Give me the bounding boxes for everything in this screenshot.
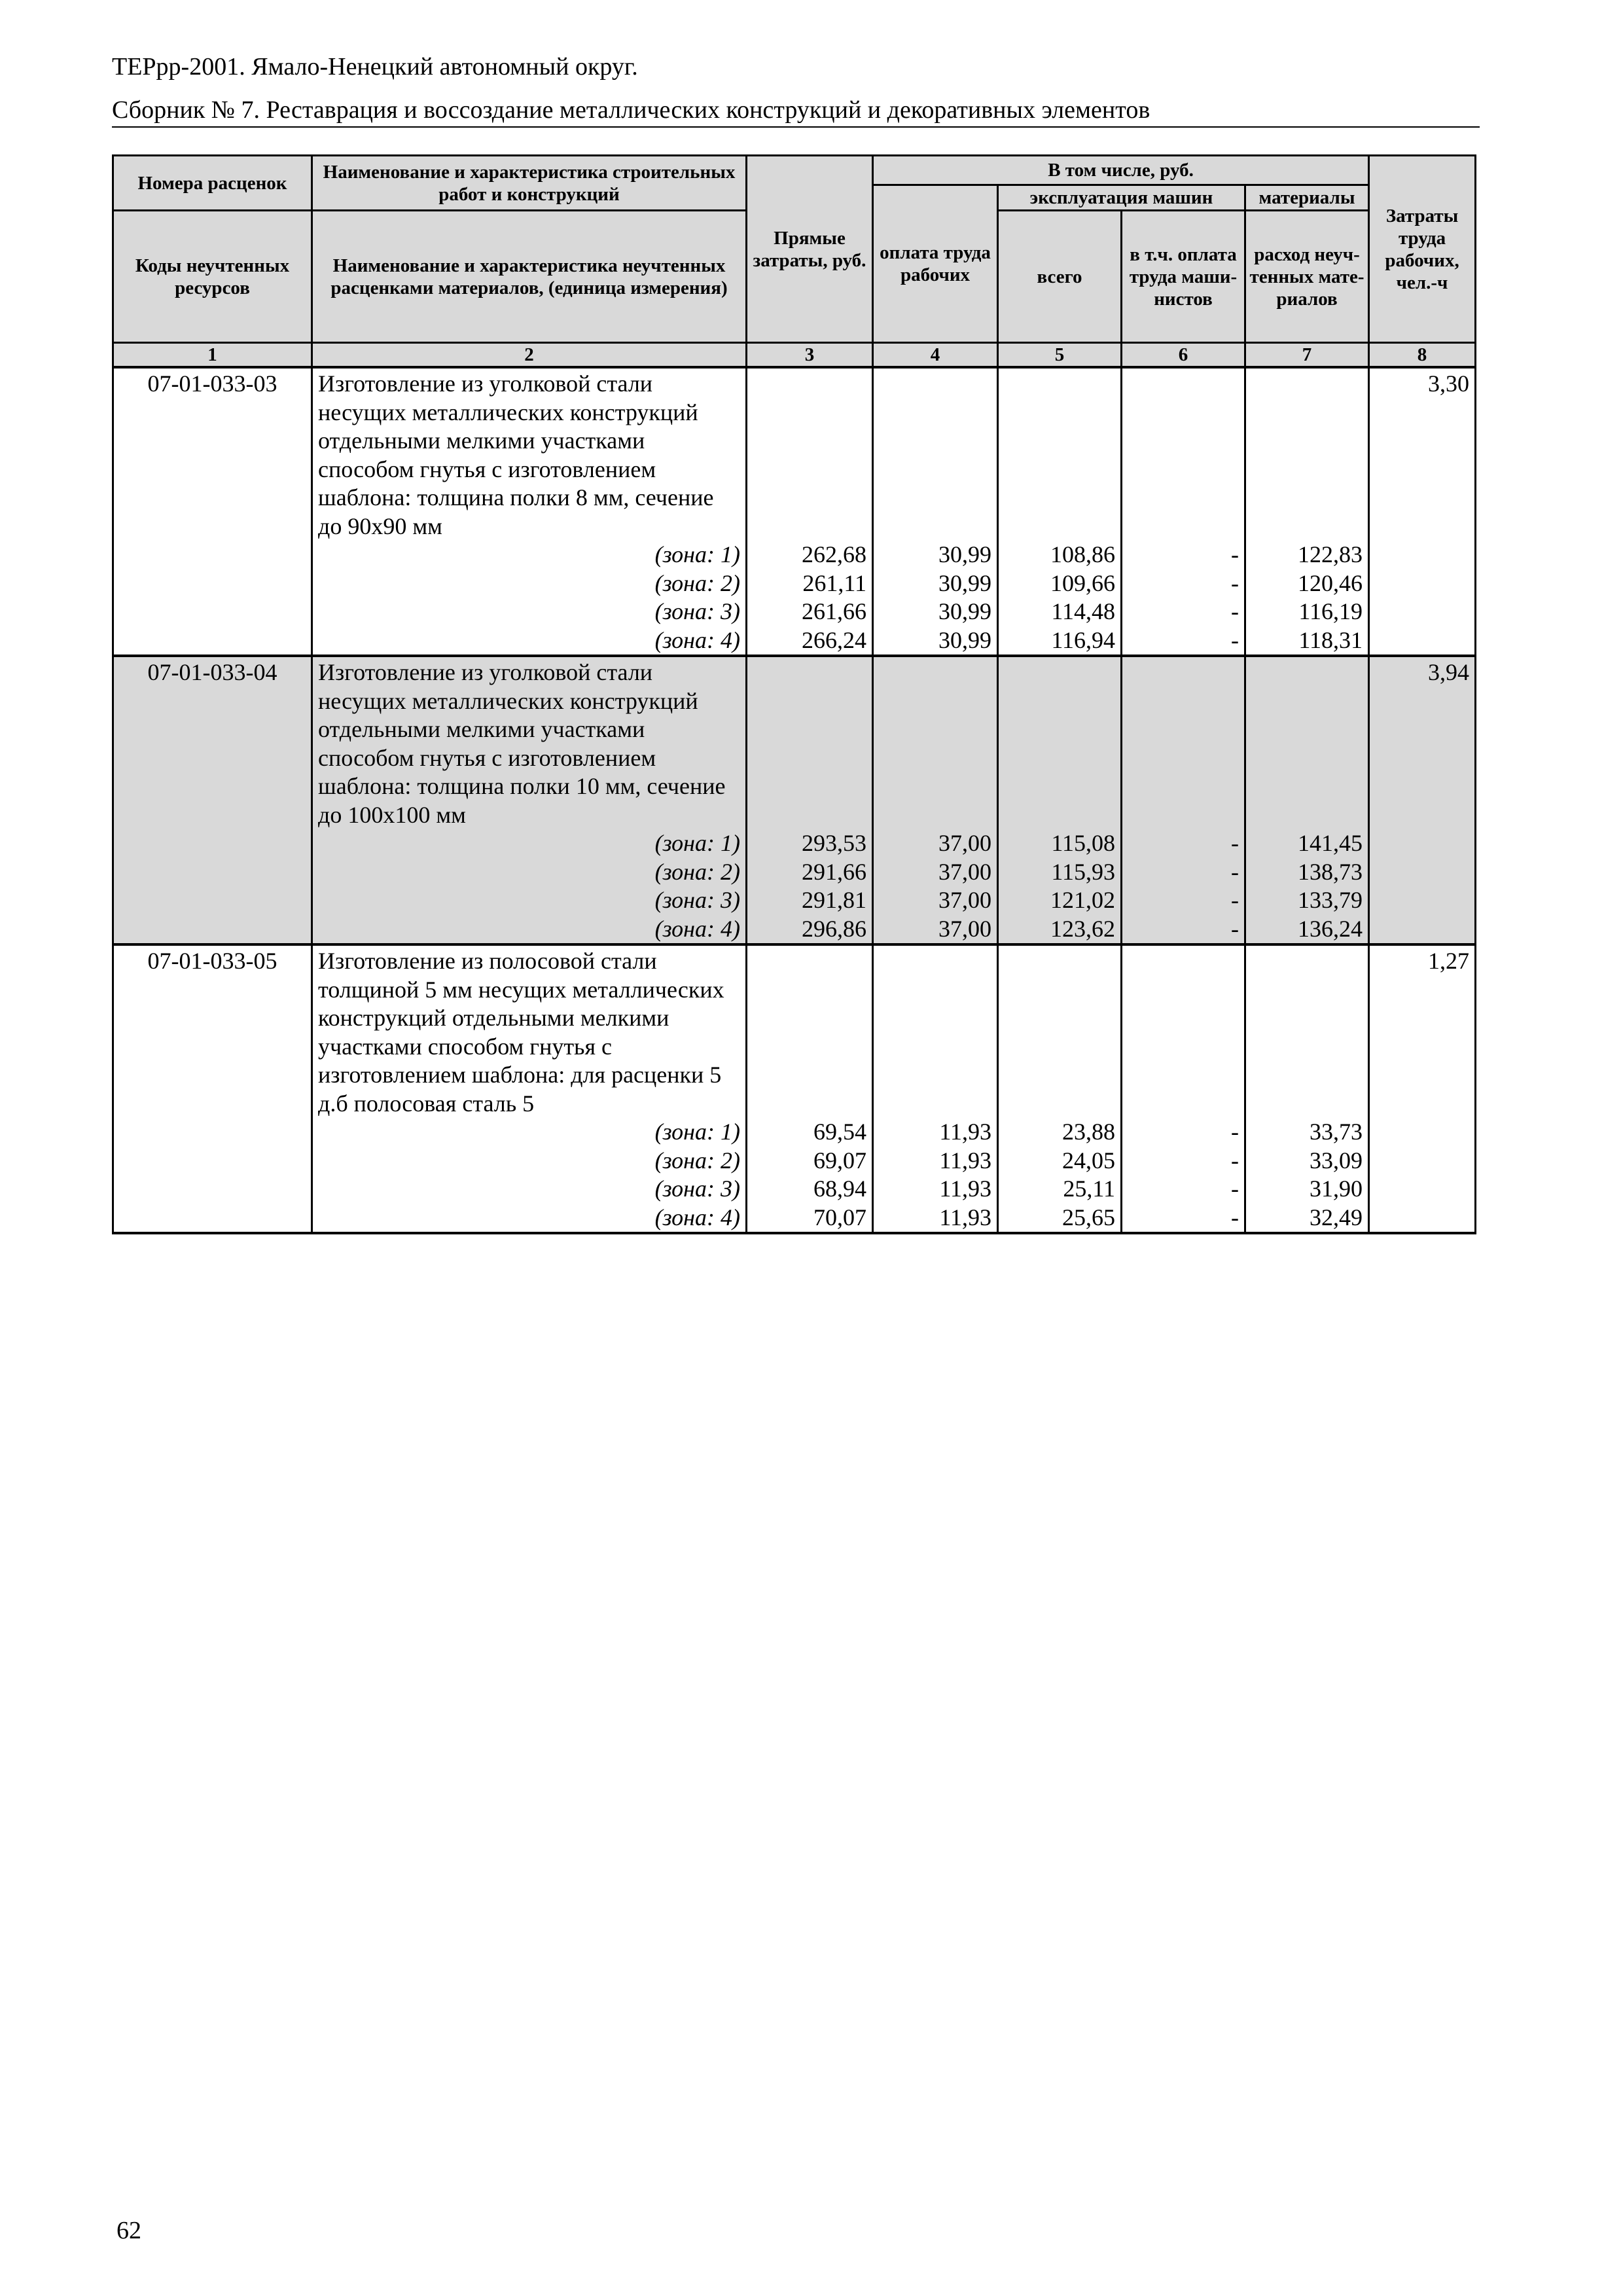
direct-costs: 69,54 <box>747 1118 873 1147</box>
wages: 11,93 <box>873 1147 998 1175</box>
materials-costs: 120,46 <box>1245 569 1369 598</box>
rate-description: Изготовление из уголковой стали несущих металлических конструкций отдельными мелкими участками способом гнутья с изготовлением шаблона: толщина полки 8 мм, сечение до 90х90 мм <box>312 367 747 541</box>
rate-code: 07-01-033-04 <box>113 656 312 829</box>
empty-cell <box>113 1204 312 1234</box>
machine-costs: 123,62 <box>998 915 1122 945</box>
machine-costs: 109,66 <box>998 569 1122 598</box>
empty-cell <box>1245 944 1369 1118</box>
rate-code: 07-01-033-03 <box>113 367 312 541</box>
header-labor: Затраты труда рабочих, чел.-ч <box>1369 156 1476 343</box>
wages: 37,00 <box>873 915 998 945</box>
machine-costs: 116,94 <box>998 626 1122 656</box>
direct-costs: 68,94 <box>747 1175 873 1204</box>
header-material-name: Наименование и характеристика неучтенных расценками материалов, (единица измерения) <box>312 211 747 343</box>
machine-costs: 25,65 <box>998 1204 1122 1234</box>
wages: 11,93 <box>873 1118 998 1147</box>
zone-row <box>113 1118 1476 1147</box>
header-unaccounted-materials: расход неуч-тенных мате-риалов <box>1245 211 1369 343</box>
zone-row <box>113 569 1476 598</box>
empty-cell <box>1245 367 1369 541</box>
machinist-wages: - <box>1122 626 1245 656</box>
header-rate-numbers: Номера расценок <box>113 156 312 211</box>
rate-code: 07-01-033-05 <box>113 944 312 1118</box>
empty-cell <box>747 367 873 541</box>
materials-costs: 33,09 <box>1245 1147 1369 1175</box>
zone-row <box>113 1147 1476 1175</box>
zone-row <box>113 886 1476 915</box>
materials-costs: 32,49 <box>1245 1204 1369 1234</box>
col-number: 8 <box>1369 343 1476 368</box>
zone-row <box>113 915 1476 945</box>
zone-label: (зона: 3) <box>312 886 747 915</box>
wages: 30,99 <box>873 598 998 626</box>
zone-label: (зона: 4) <box>312 1204 747 1234</box>
wages: 30,99 <box>873 541 998 569</box>
empty-cell <box>1369 1175 1476 1204</box>
materials-costs: 133,79 <box>1245 886 1369 915</box>
machinist-wages: - <box>1122 1175 1245 1204</box>
direct-costs: 291,81 <box>747 886 873 915</box>
machinist-wages: - <box>1122 915 1245 945</box>
machine-costs: 121,02 <box>998 886 1122 915</box>
direct-costs: 262,68 <box>747 541 873 569</box>
zone-row <box>113 598 1476 626</box>
machine-costs: 23,88 <box>998 1118 1122 1147</box>
direct-costs: 293,53 <box>747 829 873 858</box>
empty-cell <box>1122 656 1245 829</box>
zone-row <box>113 1204 1476 1234</box>
machinist-wages: - <box>1122 858 1245 887</box>
zone-label: (зона: 2) <box>312 1147 747 1175</box>
document-title: ТЕРрр-2001. Ямало-Ненецкий автономный округ. <box>112 53 638 81</box>
materials-costs: 122,83 <box>1245 541 1369 569</box>
zone-row <box>113 829 1476 858</box>
empty-cell <box>998 944 1122 1118</box>
wages: 37,00 <box>873 858 998 887</box>
empty-cell <box>113 915 312 945</box>
header-resource-codes: Коды неучтенных ресурсов <box>113 211 312 343</box>
header-total: всего <box>998 211 1122 343</box>
direct-costs: 296,86 <box>747 915 873 945</box>
materials-costs: 31,90 <box>1245 1175 1369 1204</box>
empty-cell <box>113 598 312 626</box>
machine-costs: 115,93 <box>998 858 1122 887</box>
empty-cell <box>1245 656 1369 829</box>
wages: 30,99 <box>873 569 998 598</box>
machinist-wages: - <box>1122 886 1245 915</box>
direct-costs: 70,07 <box>747 1204 873 1234</box>
zone-label: (зона: 4) <box>312 915 747 945</box>
collection-title: Сборник № 7. Реставрация и воссоздание металлических конструкций и декоративных элементов <box>112 96 1150 124</box>
empty-cell <box>998 367 1122 541</box>
zone-label: (зона: 4) <box>312 626 747 656</box>
rate-description: Изготовление из уголковой стали несущих металлических конструкций отдельными мелкими участками способом гнутья с изготовлением шаблона: толщина полки 10 мм, сечение до 100х100 мм <box>312 656 747 829</box>
header-machine-ops: эксплуатация машин <box>998 185 1245 211</box>
wages: 30,99 <box>873 626 998 656</box>
empty-cell <box>1369 829 1476 858</box>
machine-costs: 114,48 <box>998 598 1122 626</box>
zone-label: (зона: 2) <box>312 569 747 598</box>
zone-row <box>113 541 1476 569</box>
zone-label: (зона: 3) <box>312 1175 747 1204</box>
materials-costs: 138,73 <box>1245 858 1369 887</box>
wages: 11,93 <box>873 1204 998 1234</box>
labor-cost: 3,30 <box>1369 367 1476 541</box>
empty-cell <box>1369 626 1476 656</box>
zone-row <box>113 1175 1476 1204</box>
rates-table <box>112 154 1476 1234</box>
wages: 37,00 <box>873 886 998 915</box>
empty-cell <box>113 1175 312 1204</box>
col-number: 6 <box>1122 343 1245 368</box>
empty-cell <box>1369 915 1476 945</box>
materials-costs: 136,24 <box>1245 915 1369 945</box>
col-number: 7 <box>1245 343 1369 368</box>
col-number: 4 <box>873 343 998 368</box>
labor-cost: 1,27 <box>1369 944 1476 1118</box>
wages: 11,93 <box>873 1175 998 1204</box>
machine-costs: 108,86 <box>998 541 1122 569</box>
direct-costs: 261,11 <box>747 569 873 598</box>
header-machinist-wages: в т.ч. оплата труда маши-нистов <box>1122 211 1245 343</box>
empty-cell <box>998 656 1122 829</box>
materials-costs: 33,73 <box>1245 1118 1369 1147</box>
zone-label: (зона: 2) <box>312 858 747 887</box>
machinist-wages: - <box>1122 541 1245 569</box>
page-number: 62 <box>116 2217 141 2244</box>
zone-row <box>113 626 1476 656</box>
col-number: 1 <box>113 343 312 368</box>
col-number: 3 <box>747 343 873 368</box>
rate-description: Изготовление из полосовой стали толщиной 5 мм несущих металлических конструкций отдельными мелкими участками способом гнутья с изготовлением шаблона: для расценки 5 д.б полосовая сталь 5 <box>312 944 747 1118</box>
header-direct-costs: Прямые затраты, руб. <box>747 156 873 343</box>
empty-cell <box>873 367 998 541</box>
machine-costs: 24,05 <box>998 1147 1122 1175</box>
empty-cell <box>747 656 873 829</box>
empty-cell <box>1369 598 1476 626</box>
empty-cell <box>873 944 998 1118</box>
zone-label: (зона: 3) <box>312 598 747 626</box>
empty-cell <box>113 1147 312 1175</box>
machine-costs: 115,08 <box>998 829 1122 858</box>
rate-row <box>113 656 1476 829</box>
machine-costs: 25,11 <box>998 1175 1122 1204</box>
zone-label: (зона: 1) <box>312 541 747 569</box>
empty-cell <box>113 541 312 569</box>
rate-row <box>113 944 1476 1118</box>
empty-cell <box>1369 541 1476 569</box>
empty-cell <box>873 656 998 829</box>
labor-cost: 3,94 <box>1369 656 1476 829</box>
empty-cell <box>747 944 873 1118</box>
empty-cell <box>113 829 312 858</box>
col-number: 5 <box>998 343 1122 368</box>
empty-cell <box>113 1118 312 1147</box>
header-wages: оплата труда рабочих <box>873 185 998 343</box>
direct-costs: 261,66 <box>747 598 873 626</box>
materials-costs: 118,31 <box>1245 626 1369 656</box>
machinist-wages: - <box>1122 1118 1245 1147</box>
empty-cell <box>1122 367 1245 541</box>
rate-row <box>113 367 1476 541</box>
machinist-wages: - <box>1122 1204 1245 1234</box>
zone-label: (зона: 1) <box>312 829 747 858</box>
empty-cell <box>113 858 312 887</box>
empty-cell <box>1122 944 1245 1118</box>
zone-row <box>113 858 1476 887</box>
machinist-wages: - <box>1122 598 1245 626</box>
header-divider <box>112 126 1480 128</box>
materials-costs: 141,45 <box>1245 829 1369 858</box>
header-work-name: Наименование и характеристика строительных работ и конструкций <box>312 156 747 211</box>
header-including: В том числе, руб. <box>873 156 1369 185</box>
empty-cell <box>113 886 312 915</box>
machinist-wages: - <box>1122 1147 1245 1175</box>
header-materials: материалы <box>1245 185 1369 211</box>
zone-label: (зона: 1) <box>312 1118 747 1147</box>
empty-cell <box>1369 569 1476 598</box>
direct-costs: 266,24 <box>747 626 873 656</box>
materials-costs: 116,19 <box>1245 598 1369 626</box>
empty-cell <box>113 569 312 598</box>
machinist-wages: - <box>1122 569 1245 598</box>
direct-costs: 69,07 <box>747 1147 873 1175</box>
empty-cell <box>1369 1118 1476 1147</box>
direct-costs: 291,66 <box>747 858 873 887</box>
wages: 37,00 <box>873 829 998 858</box>
machinist-wages: - <box>1122 829 1245 858</box>
empty-cell <box>1369 858 1476 887</box>
empty-cell <box>1369 886 1476 915</box>
empty-cell <box>1369 1204 1476 1234</box>
empty-cell <box>113 626 312 656</box>
empty-cell <box>1369 1147 1476 1175</box>
col-number: 2 <box>312 343 747 368</box>
